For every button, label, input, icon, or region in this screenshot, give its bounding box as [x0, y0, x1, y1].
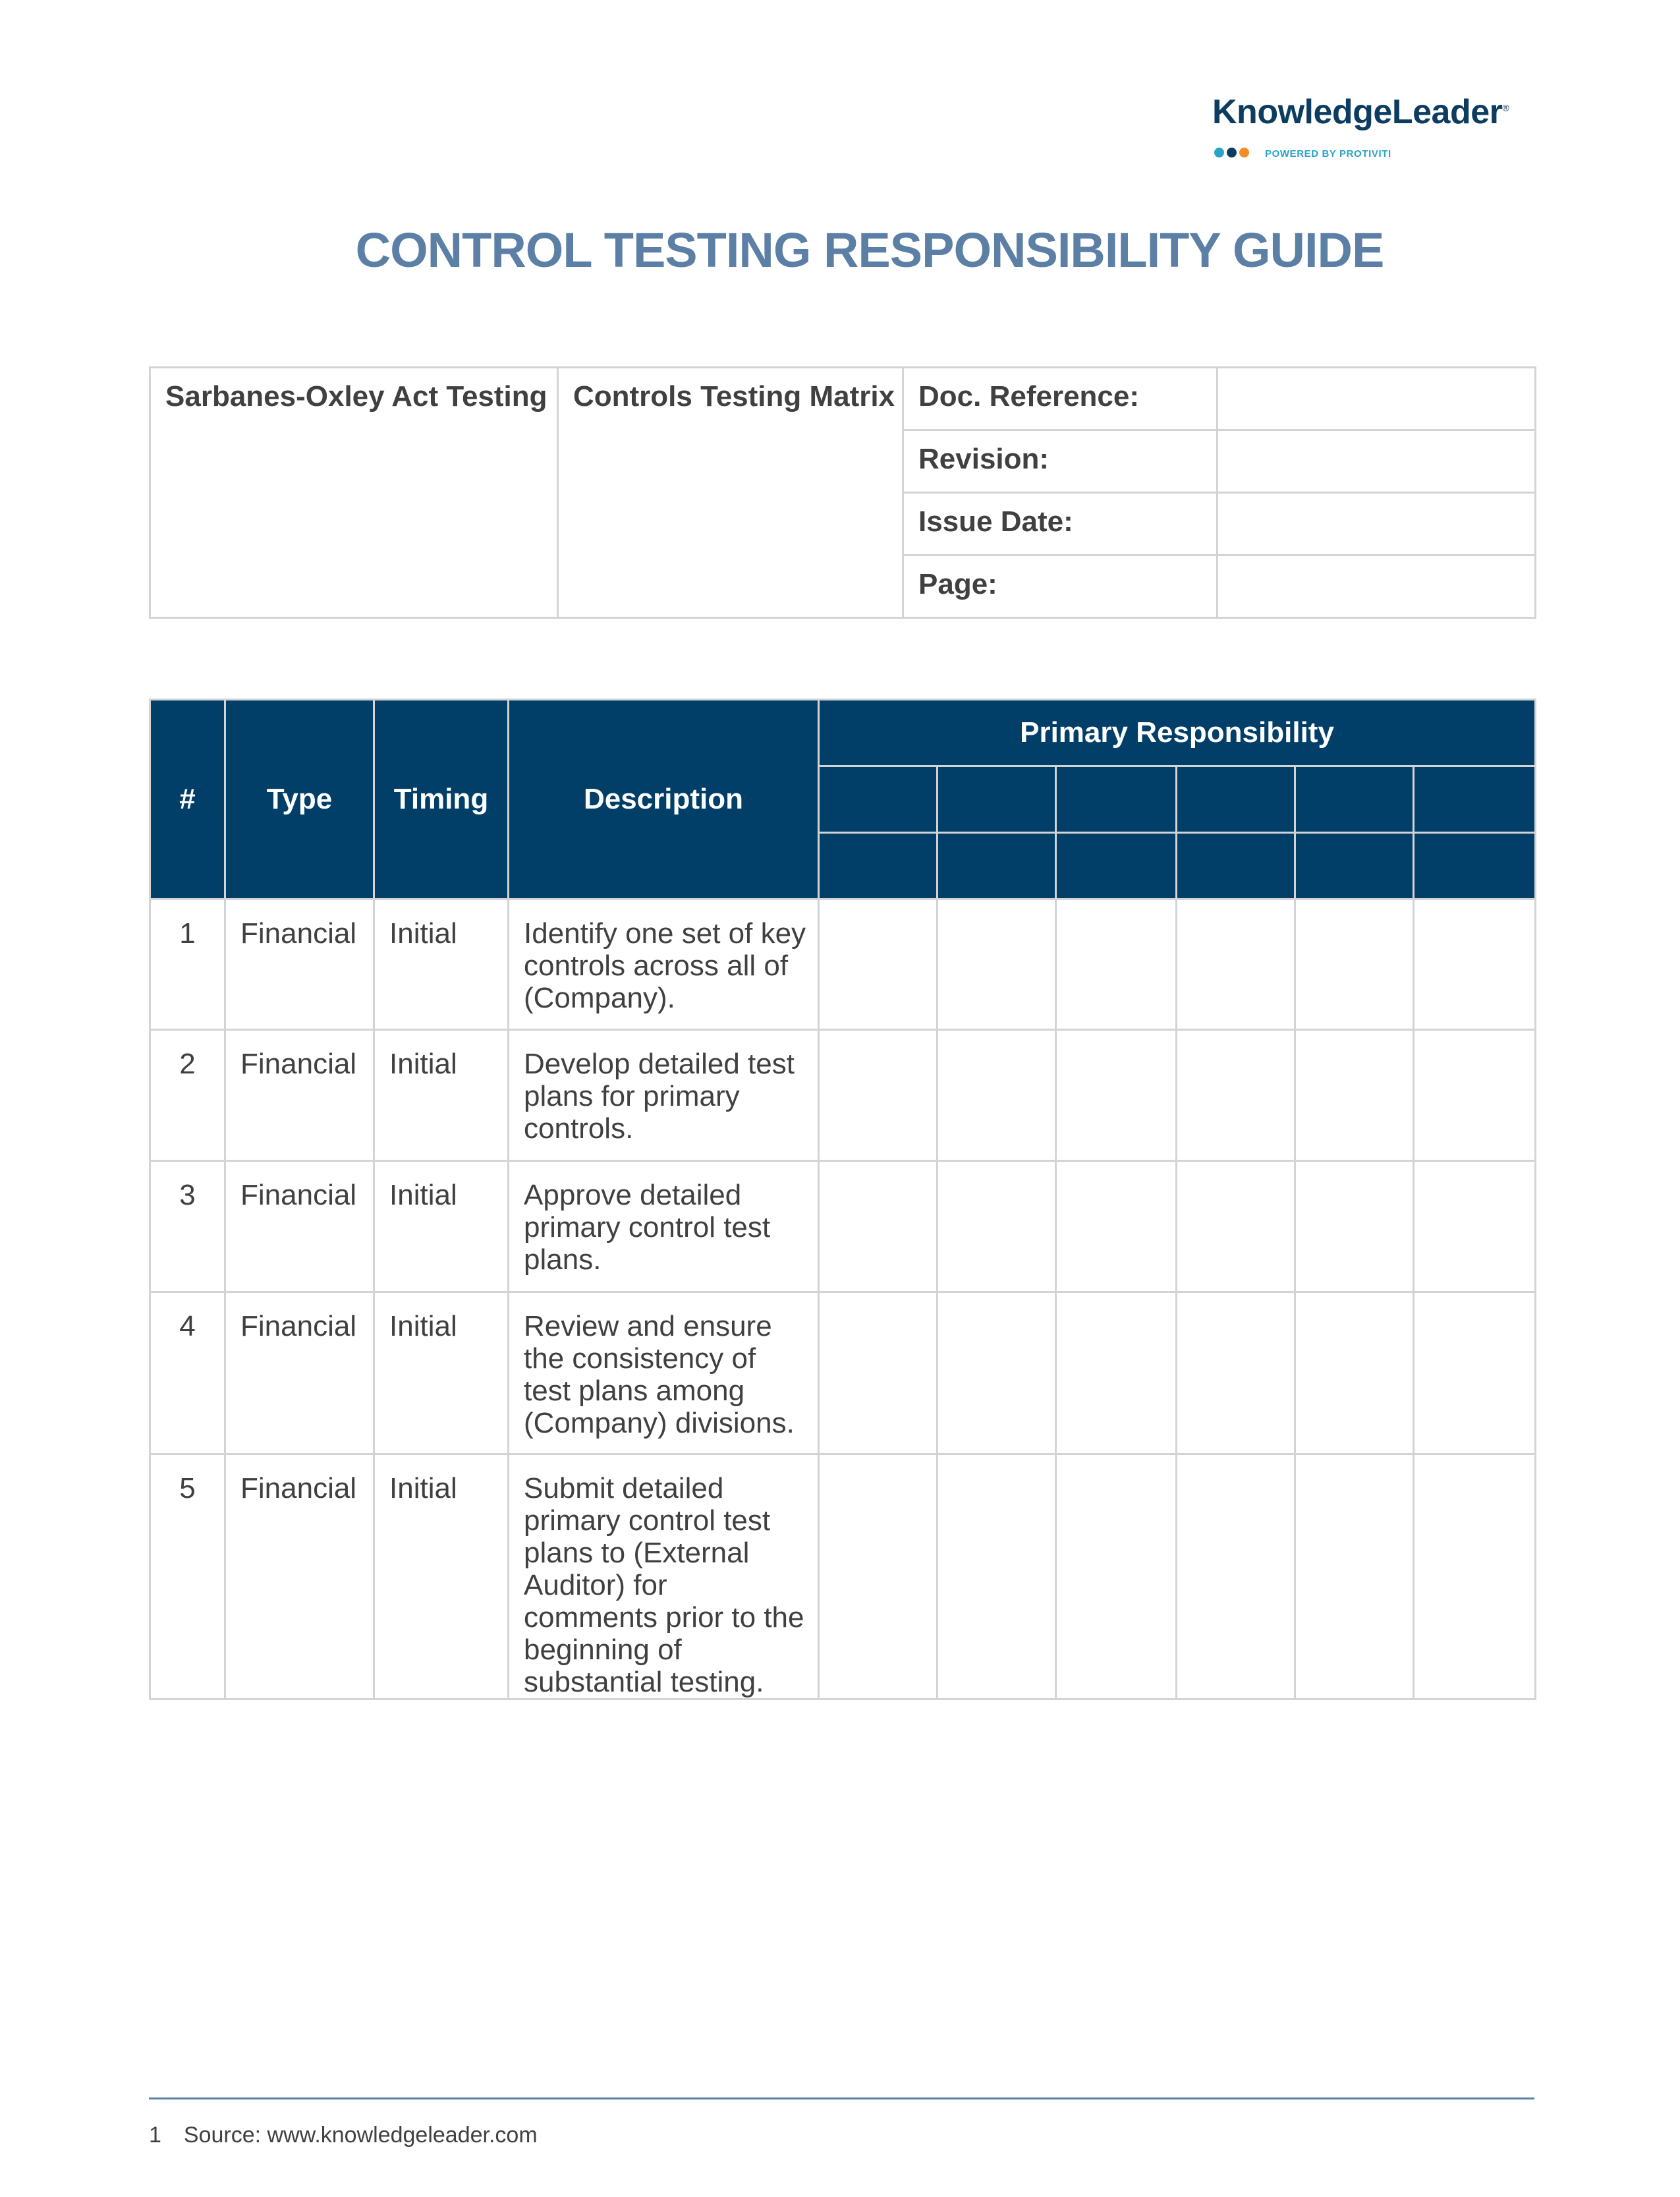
responsibility-cell[interactable] [1056, 1454, 1177, 1699]
document-title: CONTROL TESTING RESPONSIBILITY GUIDE [355, 223, 1384, 277]
info-project-name: Sarbanes-Oxley Act Testing [150, 368, 558, 618]
responsibility-cell[interactable] [1295, 1292, 1414, 1454]
responsibility-cell[interactable] [819, 1030, 938, 1161]
row-type: Financial [225, 1030, 374, 1161]
row-description: Submit detailed primary control test plans to (External Auditor) for comments prior to the beginning of substantial testing. [509, 1454, 819, 1699]
info-value-revision[interactable] [1218, 430, 1536, 493]
row-timing: Initial [374, 1161, 509, 1292]
logo-tagline: POWERED BY PROTIVITI [1265, 148, 1391, 159]
row-number: 1 [150, 899, 225, 1030]
row-timing: Initial [374, 1454, 509, 1699]
info-value-doc-reference[interactable] [1218, 368, 1536, 430]
responsibility-header-cell [938, 833, 1056, 899]
responsibility-cell[interactable] [1295, 1161, 1414, 1292]
responsibility-header-cell [1414, 833, 1536, 899]
responsibility-cell[interactable] [1056, 1161, 1177, 1292]
responsibility-cell[interactable] [819, 1161, 938, 1292]
footer [149, 2123, 538, 2148]
info-value-page[interactable] [1218, 556, 1536, 618]
table-row [150, 1454, 1536, 1699]
responsibility-cell[interactable] [1177, 1030, 1295, 1161]
info-row [150, 368, 1536, 430]
document-info-table [149, 366, 1536, 619]
row-timing: Initial [374, 1030, 509, 1161]
row-type: Financial [225, 899, 374, 1030]
responsibility-cell[interactable] [938, 1292, 1056, 1454]
row-description: Approve detailed primary control test plans. [509, 1161, 819, 1292]
responsibility-cell[interactable] [1295, 1454, 1414, 1699]
row-type: Financial [225, 1161, 374, 1292]
header-primary-responsibility: Primary Responsibility [819, 700, 1536, 766]
header-type: Type [225, 700, 374, 899]
row-number: 3 [150, 1161, 225, 1292]
logo-dot-blue [1214, 148, 1224, 157]
responsibility-cell[interactable] [938, 1161, 1056, 1292]
responsibility-cell[interactable] [1056, 1030, 1177, 1161]
table-row [150, 899, 1536, 1030]
responsibility-header-cell [1177, 766, 1295, 833]
row-description: Develop detailed test plans for primary controls. [509, 1030, 819, 1161]
knowledgeleader-logo [1212, 92, 1542, 165]
table-row [150, 1292, 1536, 1454]
responsibility-cell[interactable] [1414, 899, 1536, 1030]
info-matrix-name: Controls Testing Matrix [558, 368, 903, 618]
responsibility-header-cell [938, 766, 1056, 833]
responsibility-cell[interactable] [1414, 1454, 1536, 1699]
responsibility-table [149, 699, 1536, 1700]
responsibility-header-cell [1056, 833, 1177, 899]
responsibility-cell[interactable] [819, 1292, 938, 1454]
logo-dot-navy [1227, 148, 1237, 157]
row-description: Identify one set of key controls across all of (Company). [509, 899, 819, 1030]
responsibility-cell[interactable] [1177, 899, 1295, 1030]
responsibility-header-cell [1177, 833, 1295, 899]
footer-page-number: 1 [149, 2123, 161, 2148]
responsibility-cell[interactable] [1177, 1161, 1295, 1292]
row-number: 2 [150, 1030, 225, 1161]
info-label-page: Page: [903, 556, 1218, 618]
footer-divider [149, 2097, 1534, 2099]
responsibility-cell[interactable] [819, 899, 938, 1030]
responsibility-cell[interactable] [1177, 1292, 1295, 1454]
responsibility-cell[interactable] [1177, 1454, 1295, 1699]
responsibility-cell[interactable] [1414, 1030, 1536, 1161]
logo-wordmark: KnowledgeLeader® [1212, 93, 1509, 131]
responsibility-cell[interactable] [819, 1454, 938, 1699]
responsibility-cell[interactable] [1295, 1030, 1414, 1161]
row-number: 4 [150, 1292, 225, 1454]
footer-source: Source: www.knowledgeleader.com [183, 2123, 538, 2148]
responsibility-cell[interactable] [1056, 1292, 1177, 1454]
header-row [150, 700, 1536, 766]
row-type: Financial [225, 1454, 374, 1699]
logo-registered-mark: ® [1502, 102, 1509, 113]
responsibility-cell[interactable] [1295, 899, 1414, 1030]
table-row [150, 1030, 1536, 1161]
responsibility-header-cell [1295, 833, 1414, 899]
responsibility-header-cell [819, 766, 938, 833]
row-description: Review and ensure the consistency of test plans among (Company) divisions. [509, 1292, 819, 1454]
responsibility-cell[interactable] [938, 1454, 1056, 1699]
info-label-doc-reference: Doc. Reference: [903, 368, 1218, 430]
row-number: 5 [150, 1454, 225, 1699]
responsibility-cell[interactable] [1056, 899, 1177, 1030]
responsibility-cell[interactable] [938, 1030, 1056, 1161]
header-timing: Timing [374, 700, 509, 899]
info-label-revision: Revision: [903, 430, 1218, 493]
header-description: Description [509, 700, 819, 899]
responsibility-header-cell [1414, 766, 1536, 833]
responsibility-header-cell [1056, 766, 1177, 833]
responsibility-cell[interactable] [938, 899, 1056, 1030]
row-timing: Initial [374, 899, 509, 1030]
table-row [150, 1161, 1536, 1292]
responsibility-cell[interactable] [1414, 1161, 1536, 1292]
info-value-issue-date[interactable] [1218, 493, 1536, 556]
responsibility-header-cell [1295, 766, 1414, 833]
header-number: # [150, 700, 225, 899]
responsibility-cell[interactable] [1414, 1292, 1536, 1454]
logo-dots-icon [1214, 148, 1249, 158]
row-timing: Initial [374, 1292, 509, 1454]
logo-dot-orange [1239, 148, 1249, 157]
info-label-issue-date: Issue Date: [903, 493, 1218, 556]
row-type: Financial [225, 1292, 374, 1454]
responsibility-header-cell [819, 833, 938, 899]
